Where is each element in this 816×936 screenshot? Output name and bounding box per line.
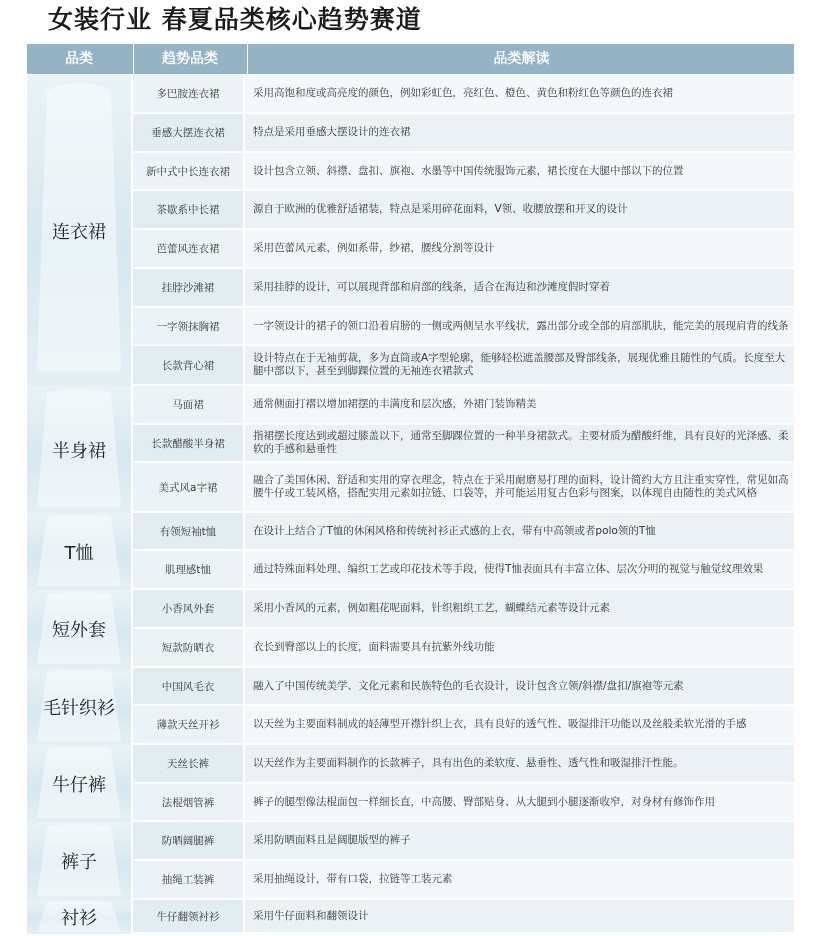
trend-cell: 有领短袖t恤 xyxy=(133,513,245,549)
description-cell xyxy=(245,191,794,228)
description-text: 采用防晒面料且是阔腿版型的裤子 xyxy=(253,834,411,846)
category-label: 裤子 xyxy=(61,852,97,873)
category-cell xyxy=(27,386,131,515)
description-text: 设计包含立领、斜襟、盘扣、旗袍、水墨等中国传统服饰元素，裙长度在大腿中部以下的位置 xyxy=(253,164,684,177)
description-cell xyxy=(245,425,794,461)
table-row xyxy=(133,629,794,668)
category-label: T恤 xyxy=(64,542,94,564)
trend-cell: 抽绳工装裤 xyxy=(133,861,245,898)
table-row xyxy=(133,513,794,551)
table-row xyxy=(133,308,794,346)
description-cell xyxy=(245,900,794,932)
description-cell xyxy=(245,269,794,306)
trend-cell: 美式风a字裙 xyxy=(133,463,245,511)
description-text: 采用抽绳设计，带有口袋，拉链等工装元素 xyxy=(253,873,453,885)
description-text: 采用挂脖的设计，可以展现背部和肩部的线条，适合在海边和沙滩度假时穿着 xyxy=(253,281,610,293)
description-text: 采用高饱和度或高亮度的颜色，例如彩虹色，亮红色、橙色、黄色和粉红色等颜色的连衣裙 xyxy=(253,87,673,99)
table-row xyxy=(133,668,794,706)
table-row xyxy=(133,706,794,745)
description-text: 设计特点在于无袖剪裁，多为直筒或A字型轮廓，能够轻松遮盖腰部及臀部线条，展现优雅且随性的气质。长度至大腿中部以下，甚至到脚踝位置的无袖连衣裙款式 xyxy=(253,352,786,377)
table-row xyxy=(133,346,794,386)
description-text: 通常侧面打褶以增加裙摆的丰满度和层次感，外裙门装饰精美 xyxy=(253,398,537,410)
trend-cell: 多巴胺连衣裙 xyxy=(133,75,245,112)
trend-cell: 茶歇系中长裙 xyxy=(133,191,245,228)
trend-cell: 芭蕾风连衣裙 xyxy=(133,230,245,267)
description-text: 以天丝作为主要面料制作的长款裤子，具有出色的柔软度、悬垂性、透气性和吸湿排汗性能。 xyxy=(253,757,684,769)
description-cell xyxy=(245,706,794,743)
description-cell xyxy=(245,386,794,423)
description-text: 采用小香风的元素，例如粗花呢面料，针织粗织工艺，蝴蝶结元素等设计元素 xyxy=(253,602,610,614)
table-row xyxy=(133,269,794,308)
description-text: 以天丝为主要面料制成的轻薄型开襟针织上衣，具有良好的透气性、吸湿排汗功能以及丝般柔软光滑的手感 xyxy=(253,718,747,730)
category-cell xyxy=(27,590,131,670)
table-row xyxy=(133,900,794,934)
description-cell xyxy=(245,230,794,267)
table-row xyxy=(133,386,794,425)
trend-cell: 短款防晒衣 xyxy=(133,629,245,666)
trend-cell: 天丝长裤 xyxy=(133,745,245,782)
trend-cell: 一字领抹胸裙 xyxy=(133,308,245,344)
trend-cell: 长款醋酸半身裙 xyxy=(133,425,245,461)
description-cell xyxy=(245,668,794,704)
table-row xyxy=(133,230,794,269)
category-label: 半身裙 xyxy=(52,440,106,462)
trend-cell: 肌理感t恤 xyxy=(133,551,245,588)
category-label: 短外套 xyxy=(52,620,106,641)
description-cell xyxy=(245,114,794,151)
category-label: 毛针织衫 xyxy=(43,697,115,719)
header-trend: 趋势品类 xyxy=(133,44,246,74)
trend-cell: 防晒阔腿裤 xyxy=(133,822,245,859)
table-row xyxy=(133,75,794,114)
description-cell xyxy=(245,153,794,189)
description-cell xyxy=(245,308,794,344)
description-text: 衣长到臀部以上的长度，面料需要具有抗紫外线功能 xyxy=(253,641,495,653)
description-cell xyxy=(245,822,794,859)
category-cell xyxy=(27,822,131,902)
description-cell xyxy=(245,513,794,549)
trend-cell: 中国风毛衣 xyxy=(133,668,245,704)
table-row xyxy=(133,590,794,629)
table-header xyxy=(27,44,794,74)
description-text: 特点是采用垂感大摆设计的连衣裙 xyxy=(253,126,411,138)
description-cell xyxy=(245,784,794,820)
category-cell xyxy=(27,513,131,592)
category-label: 衬衫 xyxy=(61,908,97,929)
table-row xyxy=(133,861,794,900)
description-cell xyxy=(245,629,794,666)
category-label: 牛仔裤 xyxy=(52,774,106,796)
description-text: 一字领设计的裙子的领口沿着肩膀的一侧或两侧呈水平线状，露出部分或全部的肩部肌肤，能完美的展现肩背的线条 xyxy=(253,319,789,332)
category-cell xyxy=(27,668,131,747)
table-row xyxy=(133,425,794,463)
trend-cell: 牛仔翻领衬衫 xyxy=(133,900,245,932)
header-description: 品类解读 xyxy=(247,44,795,74)
description-cell xyxy=(245,346,794,384)
trend-cell: 法棍烟管裤 xyxy=(133,784,245,820)
category-cell xyxy=(27,745,131,824)
table-row xyxy=(133,745,794,784)
trend-cell: 长款背心裙 xyxy=(133,346,245,384)
description-text: 通过特殊面料处理、编织工艺或印花技术等手段，使得T恤表面具有丰富立体、层次分明的视觉与触觉纹理效果 xyxy=(253,563,764,575)
description-text: 裤子的腿型像法棍面包一样细长直，中高腰、臀部贴身、从大腿到小腿逐渐收窄，对身材有修饰作用 xyxy=(253,795,715,808)
description-text: 融入了中国传统美学、文化元素和民族特色的毛衣设计，设计包含立领/斜襟/盘扣/旗袍等元素 xyxy=(253,679,684,692)
description-cell xyxy=(245,75,794,112)
table-row xyxy=(133,822,794,861)
trend-cell: 小香风外套 xyxy=(133,590,245,627)
description-text: 融合了美国休闲、舒适和实用的穿衣理念，特点在于采用耐磨易打理的面料，设计简约大方且注重实穿性，常见如高腰牛仔或工装风格，搭配实用元素如拉链、口袋等，并可能运用复古色彩与图案，以体现自由随性的美式风格 xyxy=(253,474,789,499)
trend-cell: 挂脖沙滩裙 xyxy=(133,269,245,306)
description-text: 源自于欧洲的优雅舒适裙装，特点是采用碎花面料，V领、收腰放摆和开叉的设计 xyxy=(253,203,628,215)
description-cell xyxy=(245,463,794,511)
trend-cell: 马面裙 xyxy=(133,386,245,423)
table-row xyxy=(133,153,794,191)
header-category: 品类 xyxy=(65,51,93,67)
description-text: 采用牛仔面料和翻领设计 xyxy=(253,909,369,922)
category-cell xyxy=(27,75,131,388)
description-cell xyxy=(245,590,794,627)
table-row xyxy=(133,463,794,513)
category-label: 连衣裙 xyxy=(52,221,106,243)
description-text: 在设计上结合了T恤的休闲风格和传统衬衫正式感的上衣，带有中高领或者polo领的T恤 xyxy=(253,524,656,537)
table-row xyxy=(133,784,794,822)
table-row xyxy=(133,114,794,153)
description-cell xyxy=(245,745,794,782)
trend-cell: 薄款天丝开衫 xyxy=(133,706,245,743)
table-row xyxy=(133,551,794,590)
page-title: 女装行业 春夏品类核心趋势赛道 xyxy=(48,5,422,34)
description-text: 指裙摆长度达到或超过膝盖以下，通常至脚踝位置的一种半身裙款式。主要材质为醋酸纤维，具有良好的光泽感、柔软的手感和悬垂性 xyxy=(253,430,789,455)
description-cell xyxy=(245,861,794,898)
trend-cell: 垂感大摆连衣裙 xyxy=(133,114,245,151)
table-row xyxy=(133,191,794,230)
trend-cell: 新中式中长连衣裙 xyxy=(133,153,245,189)
description-cell xyxy=(245,551,794,588)
category-cell xyxy=(27,900,131,936)
description-text: 采用芭蕾风元素，例如系带，纱裙，腰线分割等设计 xyxy=(253,242,495,254)
